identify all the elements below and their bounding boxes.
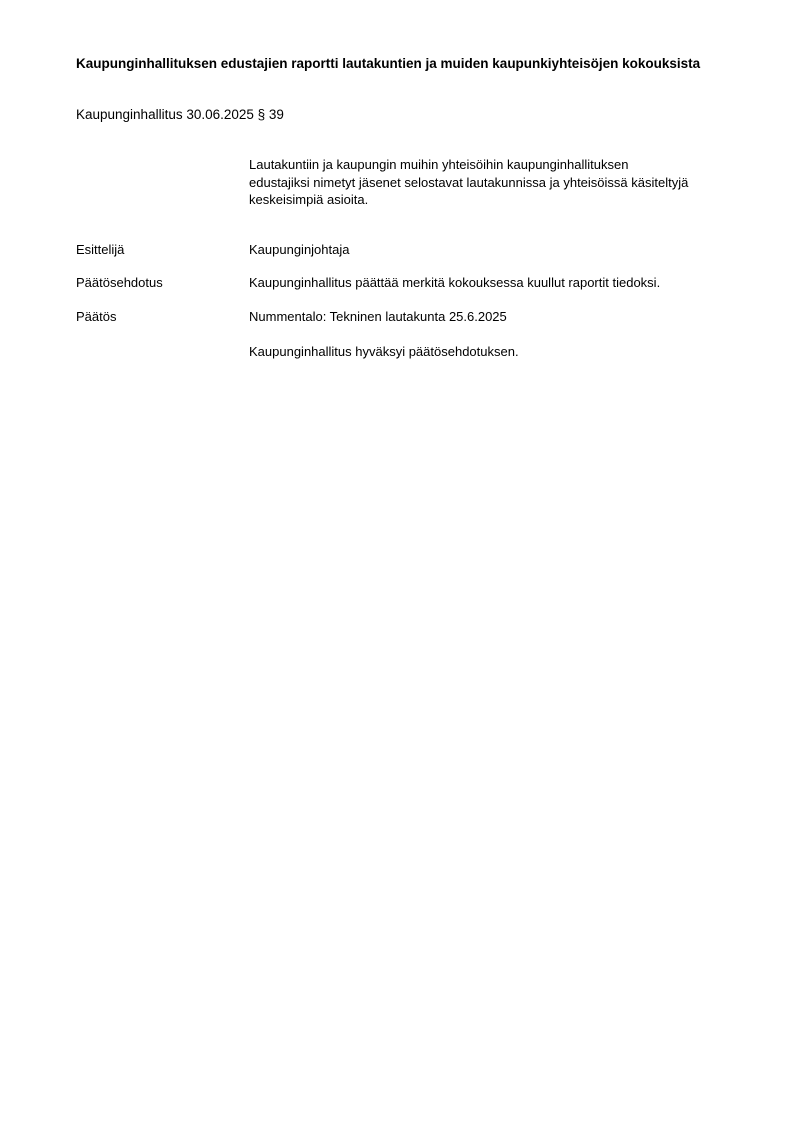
decision-note: Kaupunginhallitus hyväksyi päätösehdotuksen. — [249, 344, 519, 359]
presenter-label: Esittelijä — [76, 242, 125, 257]
document-title: Kaupunginhallituksen edustajien raportti lautakuntien ja muiden kaupunkiyhteisöjen kokouksista — [76, 56, 701, 71]
presenter-value: Kaupunginjohtaja — [249, 242, 350, 257]
intro-paragraph: Lautakuntiin ja kaupungin muihin yhteisöihin kaupunginhallituksen edustajiksi nimetyt jäsenet selostavat lautakunnissa ja yhteisöissä käsiteltyjä keskeisimpiä asioita. — [249, 157, 689, 207]
decision-value: Nummentalo: Tekninen lautakunta 25.6.2025 — [249, 309, 507, 324]
meeting-reference: Kaupunginhallitus 30.06.2025 § 39 — [76, 107, 284, 122]
proposal-label: Päätösehdotus — [76, 275, 163, 290]
decision-label: Päätös — [76, 309, 117, 324]
proposal-value: Kaupunginhallitus päättää merkitä kokouksessa kuullut raportit tiedoksi. — [249, 275, 661, 290]
